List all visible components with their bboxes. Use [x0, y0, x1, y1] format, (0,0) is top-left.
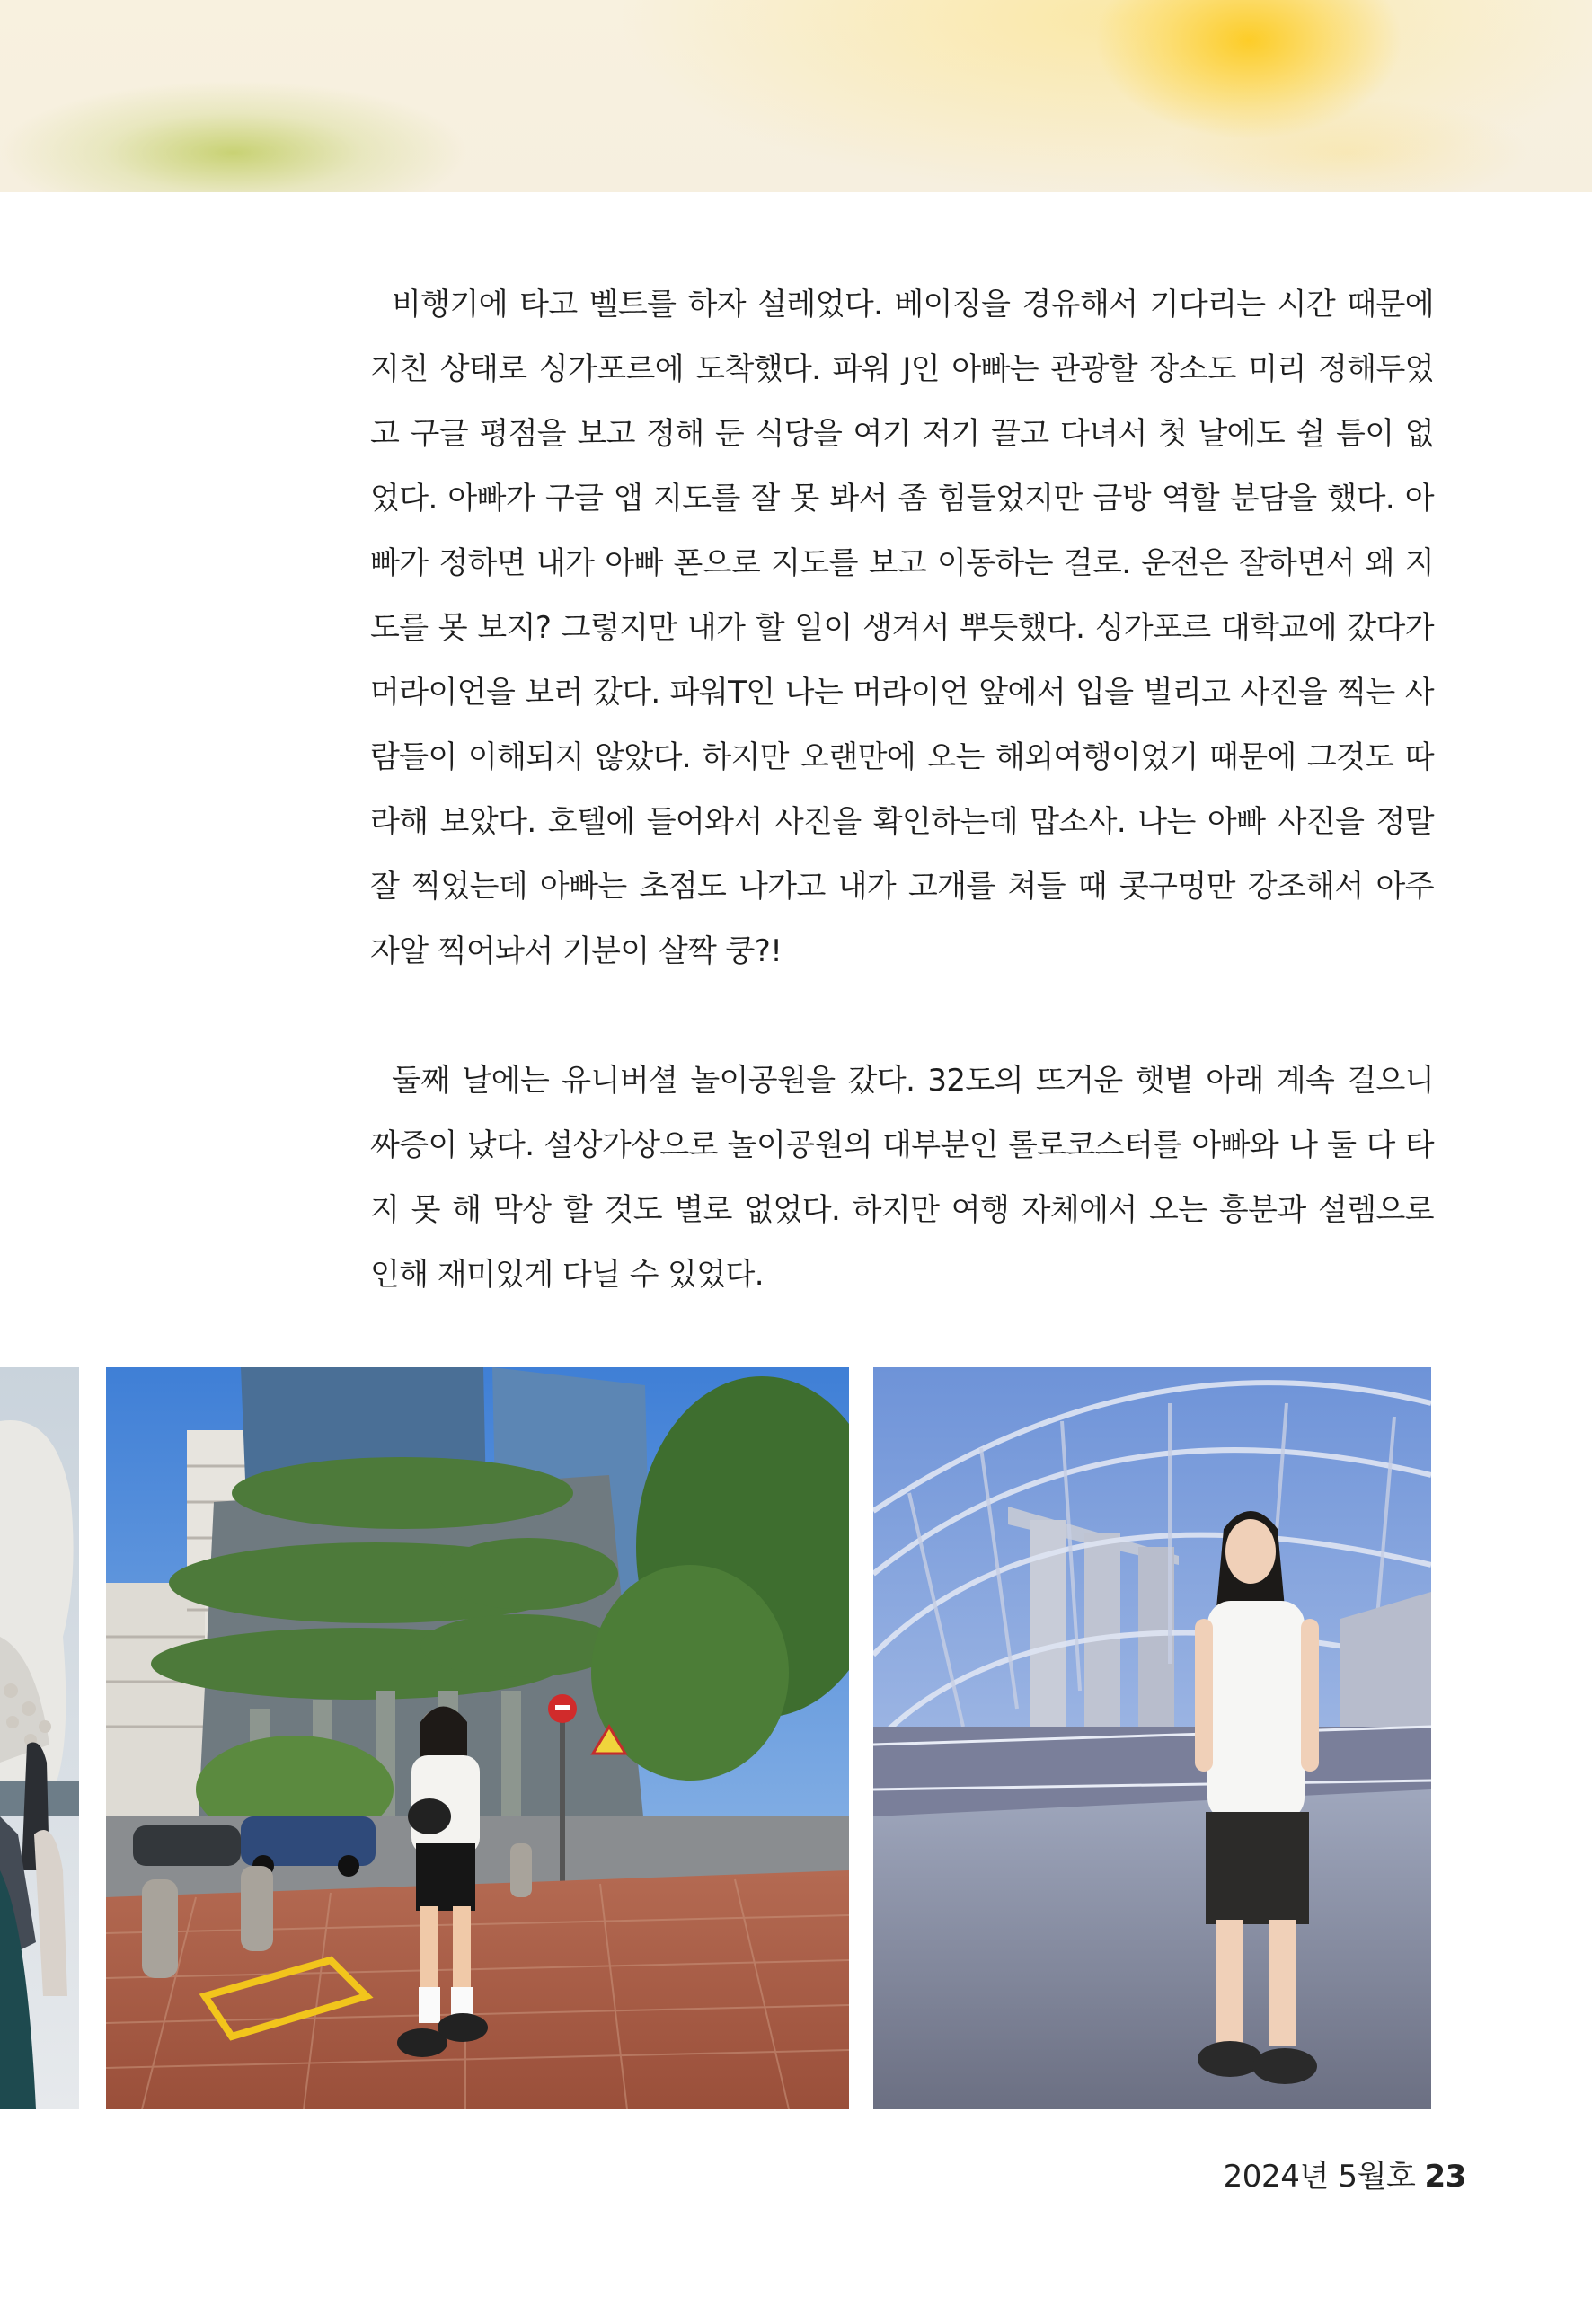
photo-helix-bridge	[873, 1367, 1431, 2109]
paragraph-1: 비행기에 타고 벨트를 하자 설레었다. 베이징을 경유해서 기다리는 시간 때문에 지친 상태로 싱가포르에 도착했다. 파워 J인 아빠는 관광할 장소도 미리 정해두었고 구글 평점을 보고 정해 둔 식당을 여기 저기 끌고 다녀서 첫 날에도 쉴 틈이 없었다. 아빠가 구글 앱 지도를 잘 못 봐서 좀 힘들었지만 금방 역할 분담을 했다. 아빠가 정하면 내가 아빠 폰으로 지도를 보고 이동하는 걸로. 운전은 잘하면서 왜 지도를 못 보지? 그렇지만 내가 할 일이 생겨서 뿌듯했다. 싱가포르 대학교에 갔다가 머라이언을 보러 갔다. 파워T인 나는 머라이언 앞에서 입을 벌리고 사진을 찍는 사람들이 이해되지 않았다. 하지만 오랜만에 오는 해외여행이었기 때문에 그것도 따라해 보았다. 호텔에 들어와서 사진을 확인하는데 맙소사. 나는 아빠 사진을 정말 잘 찍었는데 아빠는 초점도 나가고 내가 고개를 쳐들 때 콧구멍만 강조해서 아주 자알 찍어놔서 기분이 살짝 쿵?!	[370, 287, 1434, 969]
page-number: 23	[1424, 2159, 1466, 2195]
article-body	[370, 272, 1434, 1307]
photo-merlion-statue	[0, 1367, 79, 2109]
paragraph-2: 둘째 날에는 유니버셜 놀이공원을 갔다. 32도의 뜨거운 햇볕 아래 계속 걸으니 짜증이 났다. 설상가상으로 놀이공원의 대부분인 롤로코스터를 아빠와 나 둘 다 타지 못 해 막상 할 것도 별로 없었다. 하지만 여행 자체에서 오는 흥분과 설렘으로 인해 재미있게 다닐 수 있었다.	[370, 1063, 1434, 1293]
top-banner	[0, 0, 1592, 192]
page-footer	[1224, 2152, 1466, 2196]
issue-label: 2024년 5월호	[1223, 2159, 1416, 2195]
photo-green-building	[106, 1367, 849, 2109]
